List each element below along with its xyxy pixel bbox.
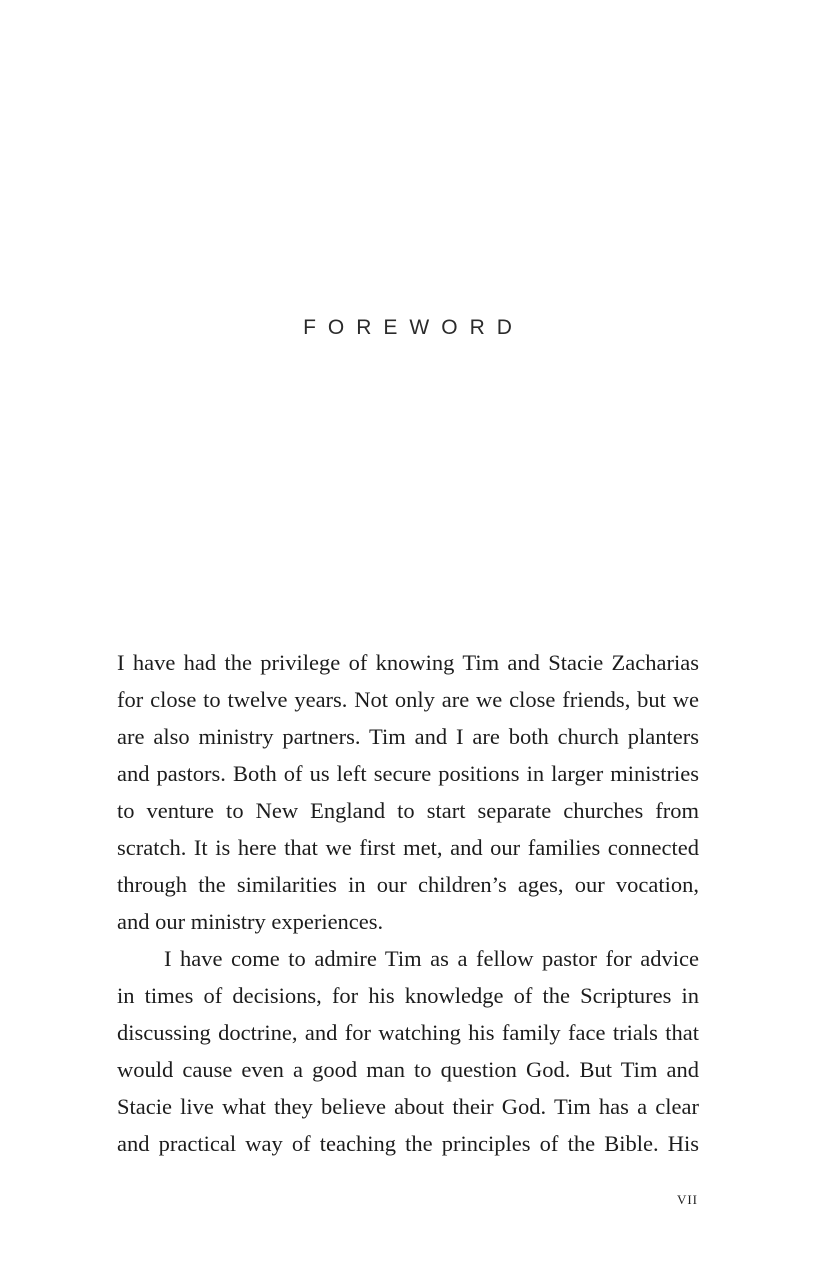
text-line: I have come to admire Tim as a fellow pastor for advice (164, 946, 699, 971)
paragraph-1 (117, 644, 699, 940)
text-line: and pastors. Both of us left secure positions in larger ministries (117, 761, 699, 786)
text-line: I have had the privilege of knowing Tim and Stacie Zacharias (117, 650, 699, 675)
text-line: are also ministry partners. Tim and I are both church planters (117, 724, 699, 749)
text-line: to venture to New England to start separate churches from (117, 798, 699, 823)
text-line: for close to twelve years. Not only are we close friends, but we (117, 687, 699, 712)
text-line: scratch. It is here that we first met, and our families connected (117, 835, 699, 860)
text-line: through the similarities in our children’s ages, our vocation, (117, 872, 699, 897)
text-line: Stacie live what they believe about their God. Tim has a clear (117, 1094, 699, 1119)
text-line: and our ministry experiences. (117, 909, 384, 934)
paragraph-2 (117, 940, 699, 1162)
text-line: discussing doctrine, and for watching his family face trials that (117, 1020, 699, 1045)
text-line: would cause even a good man to question God. But Tim and (117, 1057, 699, 1082)
text-line: and practical way of teaching the principles of the Bible. His (117, 1131, 699, 1156)
page-number: vii (676, 1188, 698, 1208)
chapter-title: FOREWORD (303, 316, 524, 339)
body-text (117, 644, 699, 1162)
text-line: in times of decisions, for his knowledge of the Scriptures in (117, 983, 699, 1008)
